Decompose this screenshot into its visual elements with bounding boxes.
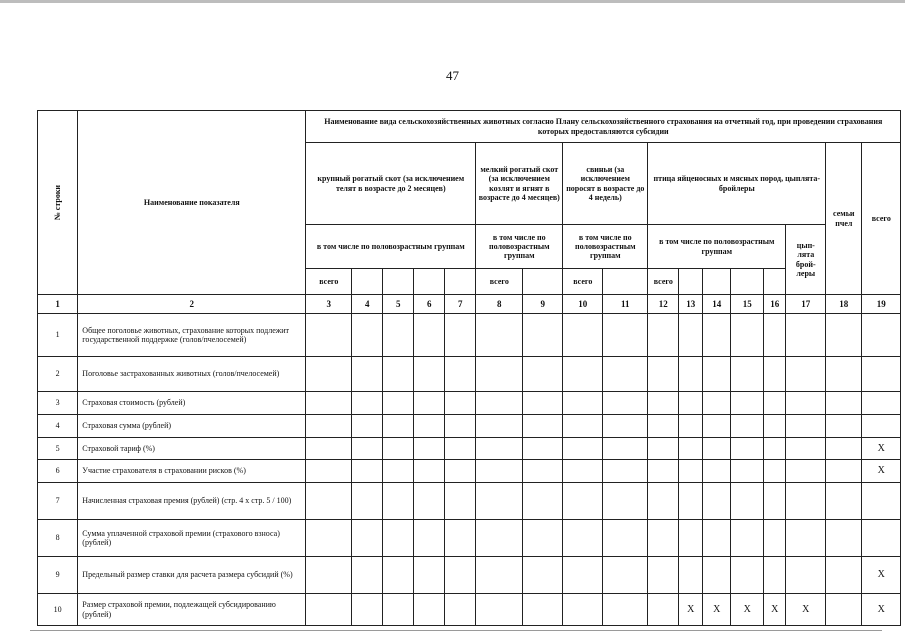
data-cell bbox=[445, 357, 476, 392]
data-cell bbox=[764, 314, 786, 357]
data-cell bbox=[563, 460, 603, 483]
data-cell bbox=[679, 314, 703, 357]
data-cell bbox=[383, 557, 414, 594]
row-number: 4 bbox=[38, 415, 78, 438]
data-cell bbox=[352, 557, 383, 594]
data-cell bbox=[786, 460, 826, 483]
empty-subheader bbox=[445, 269, 476, 295]
data-cell bbox=[648, 415, 679, 438]
data-cell: X bbox=[862, 460, 901, 483]
empty-subheader bbox=[523, 269, 563, 295]
data-cell bbox=[306, 557, 352, 594]
data-cell bbox=[603, 392, 648, 415]
data-cell bbox=[786, 557, 826, 594]
data-cell bbox=[603, 483, 648, 520]
data-cell bbox=[862, 392, 901, 415]
row-label: Страховая стоимость (рублей) bbox=[78, 392, 306, 415]
row-label: Предельный размер ставки для расчета размера субсидий (%) bbox=[78, 557, 306, 594]
row-label: Размер страховой премии, подлежащей субсидированию (рублей) bbox=[78, 594, 306, 626]
column-number: 8 bbox=[476, 295, 523, 314]
data-cell bbox=[648, 392, 679, 415]
data-cell: X bbox=[731, 594, 764, 626]
data-cell bbox=[476, 594, 523, 626]
data-cell bbox=[679, 415, 703, 438]
data-cell bbox=[476, 392, 523, 415]
table-row bbox=[38, 557, 901, 594]
data-cell bbox=[445, 460, 476, 483]
data-cell bbox=[523, 460, 563, 483]
column-number: 3 bbox=[306, 295, 352, 314]
data-cell bbox=[862, 314, 901, 357]
data-cell bbox=[603, 314, 648, 357]
data-cell bbox=[703, 520, 731, 557]
empty-subheader bbox=[703, 269, 731, 295]
data-cell bbox=[703, 460, 731, 483]
data-cell bbox=[603, 594, 648, 626]
column-number: 11 bbox=[603, 295, 648, 314]
data-cell bbox=[563, 557, 603, 594]
data-cell bbox=[703, 557, 731, 594]
data-cell bbox=[764, 392, 786, 415]
data-cell bbox=[383, 520, 414, 557]
data-cell bbox=[383, 483, 414, 520]
data-cell bbox=[648, 314, 679, 357]
cattle-groups-header: в том числе по половозрастным группам bbox=[306, 225, 476, 269]
animal-types-header: Наименование вида сельскохозяйственных животных согласно Плану сельскохозяйственного страхования на отчетный год, при проведении страхования которых предоставляются субсидии bbox=[306, 111, 901, 143]
data-cell bbox=[523, 415, 563, 438]
data-cell bbox=[352, 520, 383, 557]
table-row bbox=[38, 460, 901, 483]
data-cell bbox=[648, 483, 679, 520]
data-cell bbox=[703, 392, 731, 415]
data-cell bbox=[862, 520, 901, 557]
data-cell bbox=[383, 357, 414, 392]
column-number: 15 bbox=[731, 295, 764, 314]
row-label: Общее поголовье животных, страхование которых подлежит государственной поддержке (голов/пчелосемей) bbox=[78, 314, 306, 357]
data-cell bbox=[383, 314, 414, 357]
data-cell bbox=[603, 438, 648, 460]
data-cell bbox=[306, 520, 352, 557]
data-cell bbox=[786, 415, 826, 438]
column-number: 9 bbox=[523, 295, 563, 314]
row-number: 5 bbox=[38, 438, 78, 460]
data-cell bbox=[603, 357, 648, 392]
data-cell bbox=[352, 314, 383, 357]
data-cell bbox=[679, 557, 703, 594]
data-cell bbox=[679, 483, 703, 520]
data-cell bbox=[786, 483, 826, 520]
data-cell bbox=[563, 438, 603, 460]
data-cell bbox=[731, 314, 764, 357]
data-cell bbox=[603, 557, 648, 594]
data-cell bbox=[523, 483, 563, 520]
data-cell bbox=[826, 483, 862, 520]
indicator-header: Наименование показателя bbox=[78, 111, 306, 295]
data-cell: X bbox=[703, 594, 731, 626]
table-row bbox=[38, 415, 901, 438]
data-cell bbox=[862, 483, 901, 520]
data-cell bbox=[786, 392, 826, 415]
data-cell bbox=[383, 415, 414, 438]
pigs-groups-header: в том числе по половозрастным группам bbox=[563, 225, 648, 269]
poultry-header: птица яйценосных и мясных пород, цыплята-бройлеры bbox=[648, 143, 826, 225]
data-cell bbox=[731, 415, 764, 438]
data-cell bbox=[648, 520, 679, 557]
data-cell bbox=[523, 357, 563, 392]
data-cell bbox=[414, 438, 445, 460]
data-cell bbox=[445, 557, 476, 594]
data-cell bbox=[523, 557, 563, 594]
row-number: 6 bbox=[38, 460, 78, 483]
bee-families-header: семьи пчел bbox=[826, 143, 862, 295]
row-label: Страховая сумма (рублей) bbox=[78, 415, 306, 438]
data-cell bbox=[826, 357, 862, 392]
data-cell bbox=[476, 483, 523, 520]
data-cell bbox=[476, 357, 523, 392]
cattle-total-subheader: всего bbox=[306, 269, 352, 295]
data-cell: X bbox=[786, 594, 826, 626]
data-cell bbox=[563, 415, 603, 438]
table-body bbox=[38, 314, 901, 626]
data-cell bbox=[563, 483, 603, 520]
empty-subheader bbox=[679, 269, 703, 295]
pigs-header: свиньи (за исключением поросят в возрасте до 4 недель) bbox=[563, 143, 648, 225]
data-cell: X bbox=[862, 438, 901, 460]
row-label: Начисленная страховая премия (рублей) (стр. 4 x стр. 5 / 100) bbox=[78, 483, 306, 520]
column-number: 13 bbox=[679, 295, 703, 314]
data-cell bbox=[826, 460, 862, 483]
table-row bbox=[38, 520, 901, 557]
column-number: 12 bbox=[648, 295, 679, 314]
data-cell: X bbox=[862, 594, 901, 626]
data-cell bbox=[764, 357, 786, 392]
data-cell bbox=[476, 438, 523, 460]
data-cell bbox=[383, 438, 414, 460]
data-cell bbox=[764, 483, 786, 520]
empty-subheader bbox=[731, 269, 764, 295]
column-number: 7 bbox=[445, 295, 476, 314]
data-cell bbox=[306, 460, 352, 483]
data-cell bbox=[703, 483, 731, 520]
pigs-total-subheader: всего bbox=[563, 269, 603, 295]
data-cell bbox=[352, 392, 383, 415]
table-row bbox=[38, 392, 901, 415]
data-cell bbox=[523, 520, 563, 557]
small-cattle-groups-header: в том числе по половозрастным группам bbox=[476, 225, 563, 269]
data-cell bbox=[445, 314, 476, 357]
broilers-header: цып- лята брой- леры bbox=[786, 225, 826, 295]
bottom-border bbox=[30, 630, 882, 631]
data-cell bbox=[603, 460, 648, 483]
page-number: 47 bbox=[446, 68, 459, 83]
data-cell bbox=[648, 357, 679, 392]
data-cell bbox=[414, 415, 445, 438]
data-cell bbox=[731, 438, 764, 460]
data-cell bbox=[445, 438, 476, 460]
data-cell bbox=[383, 594, 414, 626]
data-cell bbox=[764, 557, 786, 594]
data-cell bbox=[352, 594, 383, 626]
data-cell bbox=[523, 392, 563, 415]
column-number: 14 bbox=[703, 295, 731, 314]
column-number: 17 bbox=[786, 295, 826, 314]
data-cell: X bbox=[679, 594, 703, 626]
data-cell bbox=[563, 392, 603, 415]
data-cell bbox=[703, 314, 731, 357]
row-number: 2 bbox=[38, 357, 78, 392]
table-row bbox=[38, 357, 901, 392]
table-row bbox=[38, 483, 901, 520]
data-cell bbox=[703, 415, 731, 438]
data-cell bbox=[731, 460, 764, 483]
data-cell bbox=[352, 483, 383, 520]
data-cell bbox=[703, 438, 731, 460]
data-cell bbox=[352, 460, 383, 483]
data-cell bbox=[306, 594, 352, 626]
data-cell bbox=[414, 357, 445, 392]
data-cell bbox=[764, 415, 786, 438]
data-cell bbox=[383, 392, 414, 415]
data-cell bbox=[306, 392, 352, 415]
data-cell bbox=[679, 357, 703, 392]
data-cell bbox=[352, 415, 383, 438]
row-number: 10 bbox=[38, 594, 78, 626]
row-number: 1 bbox=[38, 314, 78, 357]
data-cell bbox=[731, 392, 764, 415]
small-cattle-header: мелкий рогатый скот (за исключением козлят и ягнят в возрасте до 4 месяцев) bbox=[476, 143, 563, 225]
data-cell bbox=[679, 438, 703, 460]
data-cell bbox=[826, 520, 862, 557]
data-cell bbox=[414, 594, 445, 626]
data-cell bbox=[826, 594, 862, 626]
empty-subheader bbox=[383, 269, 414, 295]
data-cell bbox=[414, 392, 445, 415]
data-cell bbox=[383, 460, 414, 483]
row-number: 7 bbox=[38, 483, 78, 520]
data-cell bbox=[523, 594, 563, 626]
data-cell bbox=[764, 520, 786, 557]
data-cell bbox=[563, 520, 603, 557]
data-cell bbox=[476, 314, 523, 357]
data-cell bbox=[679, 460, 703, 483]
data-cell bbox=[563, 314, 603, 357]
data-cell bbox=[786, 314, 826, 357]
empty-subheader bbox=[414, 269, 445, 295]
data-cell bbox=[414, 520, 445, 557]
data-cell bbox=[352, 438, 383, 460]
row-label: Страховой тариф (%) bbox=[78, 438, 306, 460]
data-cell bbox=[352, 357, 383, 392]
data-cell bbox=[826, 415, 862, 438]
row-label: Поголовье застрахованных животных (голов/пчелосемей) bbox=[78, 357, 306, 392]
row-number: 8 bbox=[38, 520, 78, 557]
column-number: 6 bbox=[414, 295, 445, 314]
data-cell bbox=[862, 415, 901, 438]
empty-subheader bbox=[352, 269, 383, 295]
column-number: 10 bbox=[563, 295, 603, 314]
data-cell bbox=[414, 460, 445, 483]
small-cattle-total-subheader: всего bbox=[476, 269, 523, 295]
column-number: 2 bbox=[78, 295, 306, 314]
data-cell bbox=[563, 594, 603, 626]
data-cell bbox=[476, 460, 523, 483]
row-number: 9 bbox=[38, 557, 78, 594]
column-number: 18 bbox=[826, 295, 862, 314]
data-cell bbox=[648, 438, 679, 460]
column-number: 1 bbox=[38, 295, 78, 314]
data-cell bbox=[648, 460, 679, 483]
data-cell bbox=[603, 520, 648, 557]
row-label: Участие страхователя в страховании рисков (%) bbox=[78, 460, 306, 483]
row-label: Сумма уплаченной страховой премии (страхового взноса) (рублей) bbox=[78, 520, 306, 557]
poultry-groups-header: в том числе по половозрастным группам bbox=[648, 225, 786, 269]
data-cell bbox=[445, 415, 476, 438]
data-cell bbox=[786, 357, 826, 392]
data-cell bbox=[826, 438, 862, 460]
data-cell bbox=[786, 438, 826, 460]
column-number: 4 bbox=[352, 295, 383, 314]
data-cell bbox=[731, 520, 764, 557]
data-cell bbox=[445, 483, 476, 520]
data-cell bbox=[563, 357, 603, 392]
data-cell bbox=[476, 520, 523, 557]
data-cell bbox=[703, 357, 731, 392]
data-cell bbox=[414, 483, 445, 520]
insurance-table bbox=[37, 110, 901, 626]
data-cell bbox=[764, 460, 786, 483]
data-cell bbox=[523, 438, 563, 460]
data-cell bbox=[476, 415, 523, 438]
data-cell bbox=[306, 415, 352, 438]
data-cell bbox=[826, 314, 862, 357]
data-cell: X bbox=[862, 557, 901, 594]
data-cell bbox=[786, 520, 826, 557]
data-cell bbox=[445, 520, 476, 557]
column-number: 16 bbox=[764, 295, 786, 314]
data-cell bbox=[679, 520, 703, 557]
data-cell bbox=[764, 438, 786, 460]
data-cell bbox=[476, 557, 523, 594]
data-cell bbox=[648, 594, 679, 626]
data-cell bbox=[306, 314, 352, 357]
data-cell bbox=[306, 357, 352, 392]
empty-subheader bbox=[764, 269, 786, 295]
empty-subheader bbox=[603, 269, 648, 295]
column-number: 19 bbox=[862, 295, 901, 314]
total-header: всего bbox=[862, 143, 901, 295]
poultry-total-subheader: всего bbox=[648, 269, 679, 295]
data-cell bbox=[862, 357, 901, 392]
cattle-header: крупный рогатый скот (за исключением телят в возрасте до 2 месяцев) bbox=[306, 143, 476, 225]
data-cell bbox=[731, 357, 764, 392]
table-row bbox=[38, 594, 901, 626]
data-cell bbox=[445, 392, 476, 415]
data-cell bbox=[731, 483, 764, 520]
row-number-header: № строки bbox=[38, 111, 78, 295]
row-number: 3 bbox=[38, 392, 78, 415]
data-cell bbox=[306, 483, 352, 520]
data-cell bbox=[826, 392, 862, 415]
data-cell bbox=[523, 314, 563, 357]
data-cell bbox=[826, 557, 862, 594]
top-border bbox=[0, 0, 905, 3]
data-cell bbox=[603, 415, 648, 438]
data-cell bbox=[679, 392, 703, 415]
table-row bbox=[38, 438, 901, 460]
data-cell bbox=[414, 557, 445, 594]
data-cell bbox=[445, 594, 476, 626]
column-number: 5 bbox=[383, 295, 414, 314]
data-cell bbox=[414, 314, 445, 357]
data-cell bbox=[306, 438, 352, 460]
data-cell bbox=[731, 557, 764, 594]
data-cell bbox=[648, 557, 679, 594]
table-row bbox=[38, 314, 901, 357]
data-cell: X bbox=[764, 594, 786, 626]
